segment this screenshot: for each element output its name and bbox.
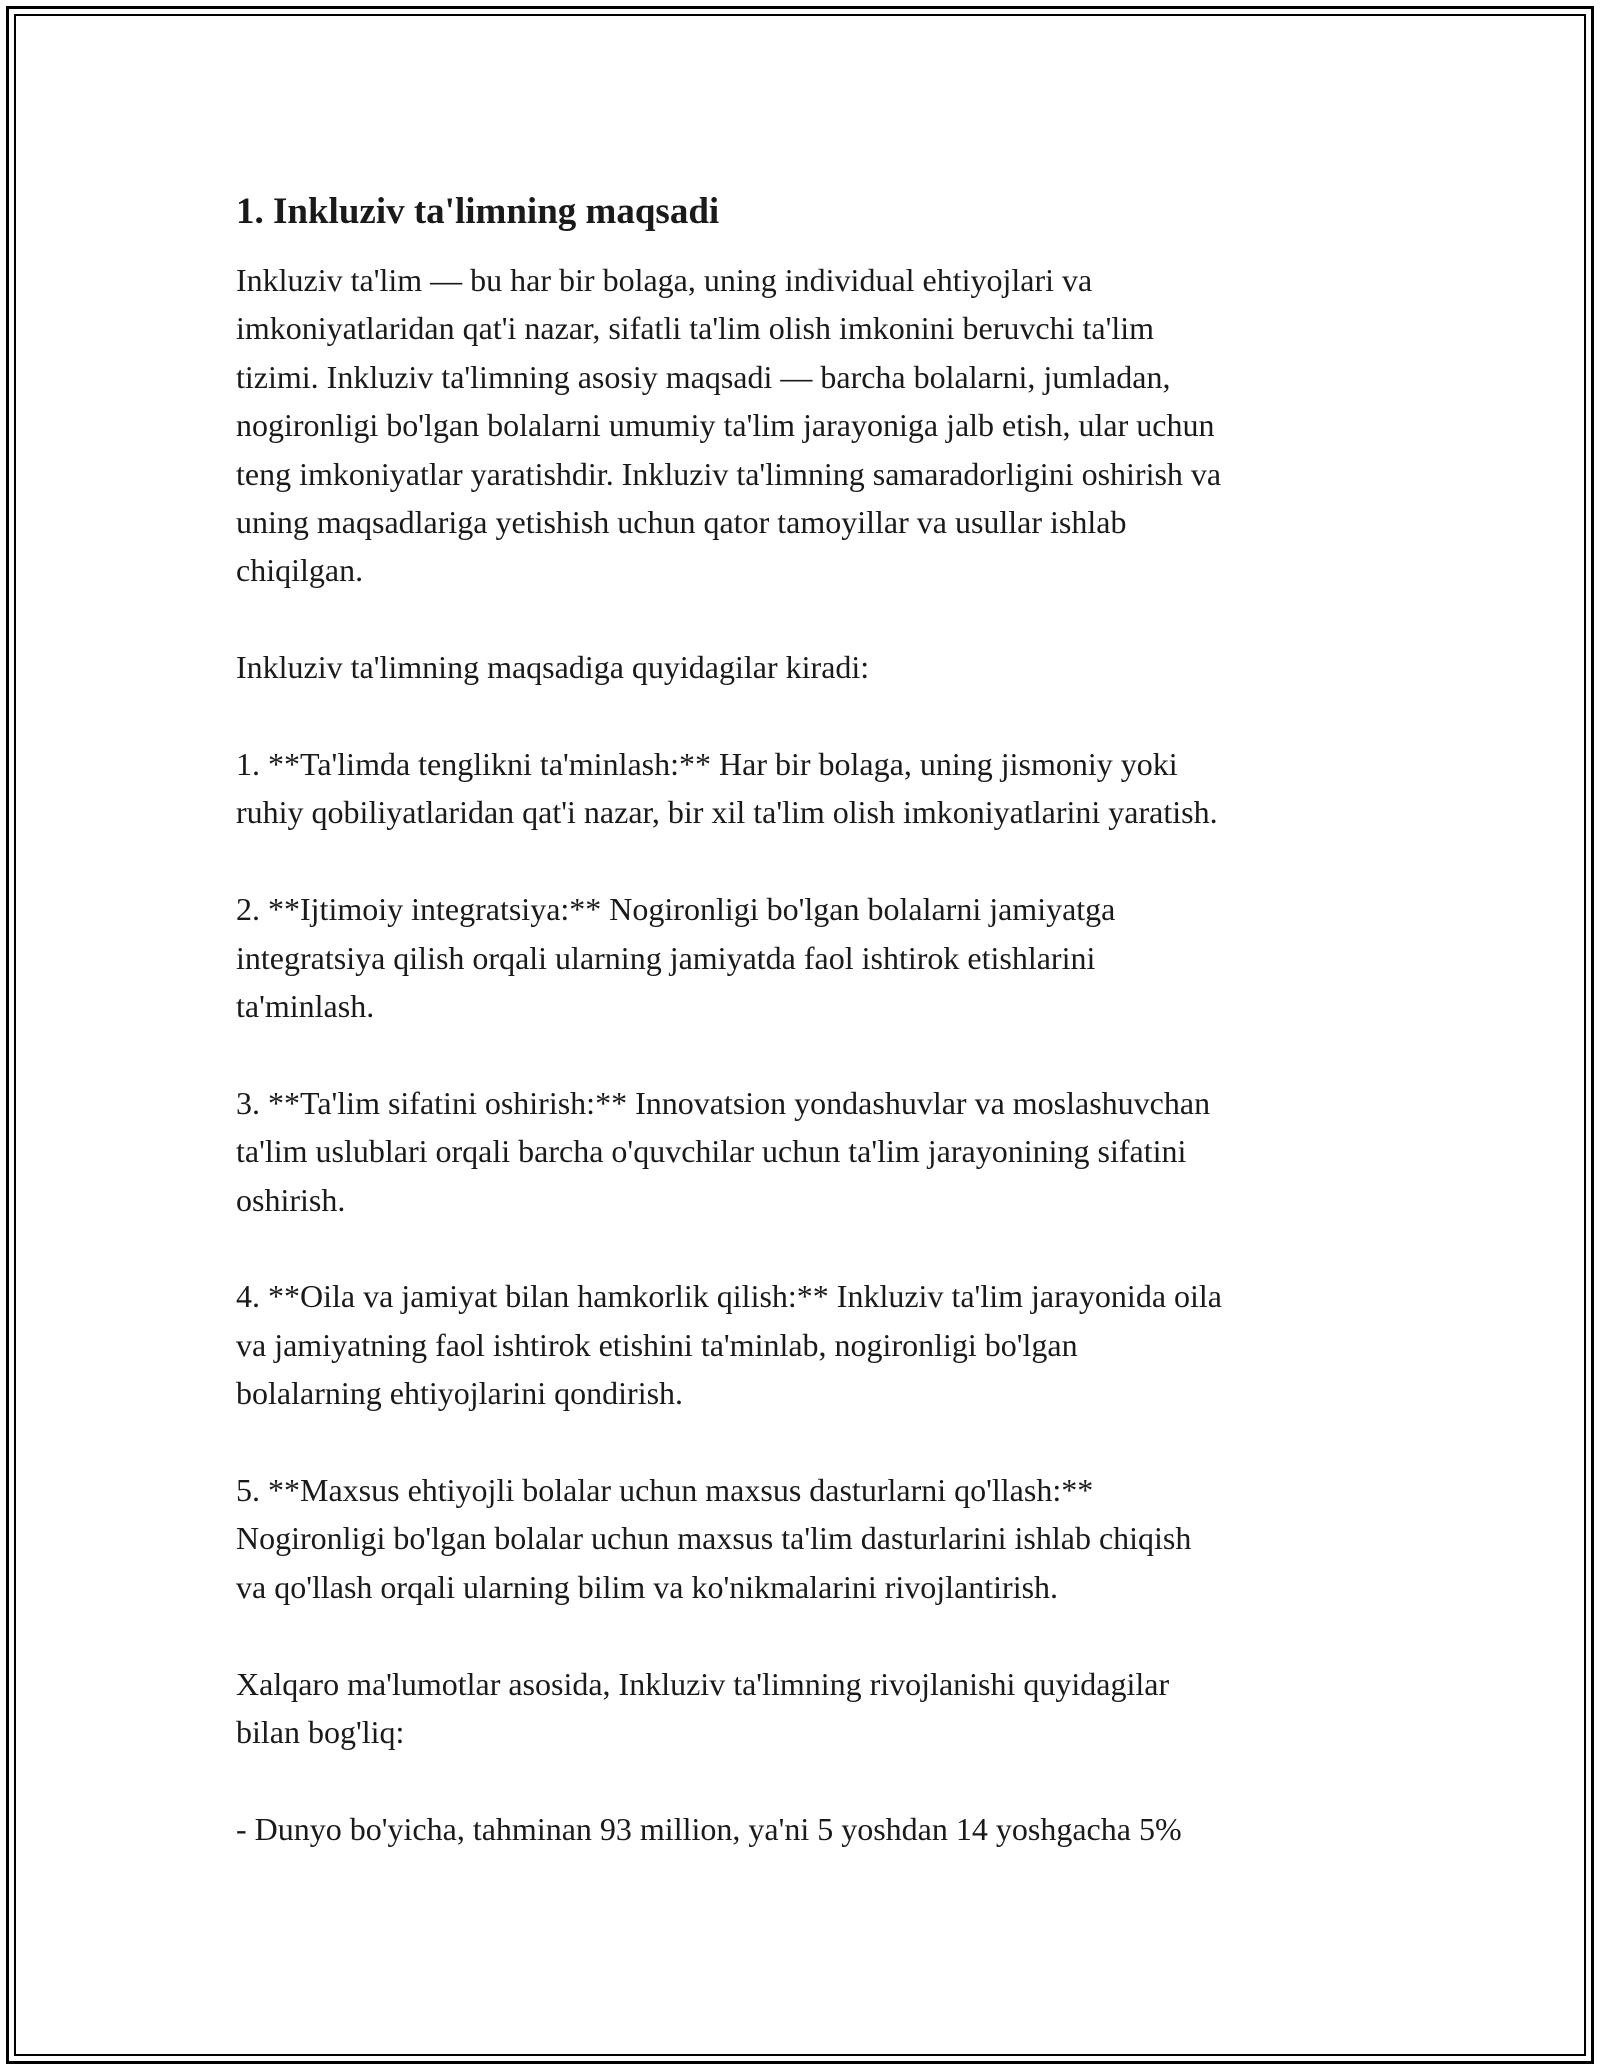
goal-item-5: 5. **Maxsus ehtiyojli bolalar uchun maxsus dasturlarni qo'llash:** Nogironligi bo'lgan bolalar uchun maxsus ta'lim dasturlarini ishlab chiqish va qo'llash orqali ularning bilim va ko'nikmalarini rivojlantirish. (236, 1472, 1192, 1605)
goal-item-4: 4. **Oila va jamiyat bilan hamkorlik qilish:** Inkluziv ta'lim jarayonida oila va jamiyatning faol ishtirok etishini ta'minlab, nogironligi bo'lgan bolalarning ehtiyojlarini qondirish. (236, 1278, 1222, 1412)
goal-item-3: 3. **Ta'lim sifatini oshirish:** Innovatsion yondashuvlar va moslashuvchan ta'lim uslublari orqali barcha o'quvchilar uchun ta'lim jarayonining sifatini oshirish. (236, 1084, 1211, 1218)
document-body (236, 188, 1376, 1902)
intro-paragraph: Inkluziv ta'lim — bu har bir bolaga, uning individual ehtiyojlari va imkoniyatlaridan qat'i nazar, sifatli ta'lim olish imkonini beruvchi ta'lim tizimi. Inkluziv ta'limning asosiy maqsadi — barcha bolalarni, jumladan, nogironligi bo'lgan bolalarni umumiy ta'lim jarayoniga jalb etish, ular uchun teng imkoniyatlar yaratishdir. Inkluziv ta'limning samaradorligini oshirish va uning maqsadlariga yetishish uchun qator tamoyillar va usullar ishlab chiqilgan. (236, 262, 1222, 589)
statistics-bullet: - Dunyo bo'yicha, tahminan 93 million, ya'ni 5 yoshdan 14 yoshgacha 5% (236, 1810, 1182, 1847)
international-data-paragraph: Xalqaro ma'lumotlar asosida, Inkluziv ta'limning rivojlanishi quyidagilar bilan bog'liq: (236, 1665, 1170, 1751)
section-heading: 1. Inkluziv ta'limning maqsadi (236, 191, 720, 232)
goal-item-2: 2. **Ijtimoiy integratsiya:** Nogironligi bo'lgan bolalarni jamiyatga integratsiya qilish orqali ularning jamiyatda faol ishtirok etishlarini ta'minlash. (236, 891, 1116, 1025)
goals-intro-paragraph: Inkluziv ta'limning maqsadiga quyidagilar kiradi: (236, 649, 870, 686)
goal-item-1: 1. **Ta'limda tenglikni ta'minlash:** Har bir bolaga, uning jismoniy yoki ruhiy qobiliyatlaridan qat'i nazar, bir xil ta'lim olish imkoniyatlarini yaratish. (236, 746, 1218, 831)
